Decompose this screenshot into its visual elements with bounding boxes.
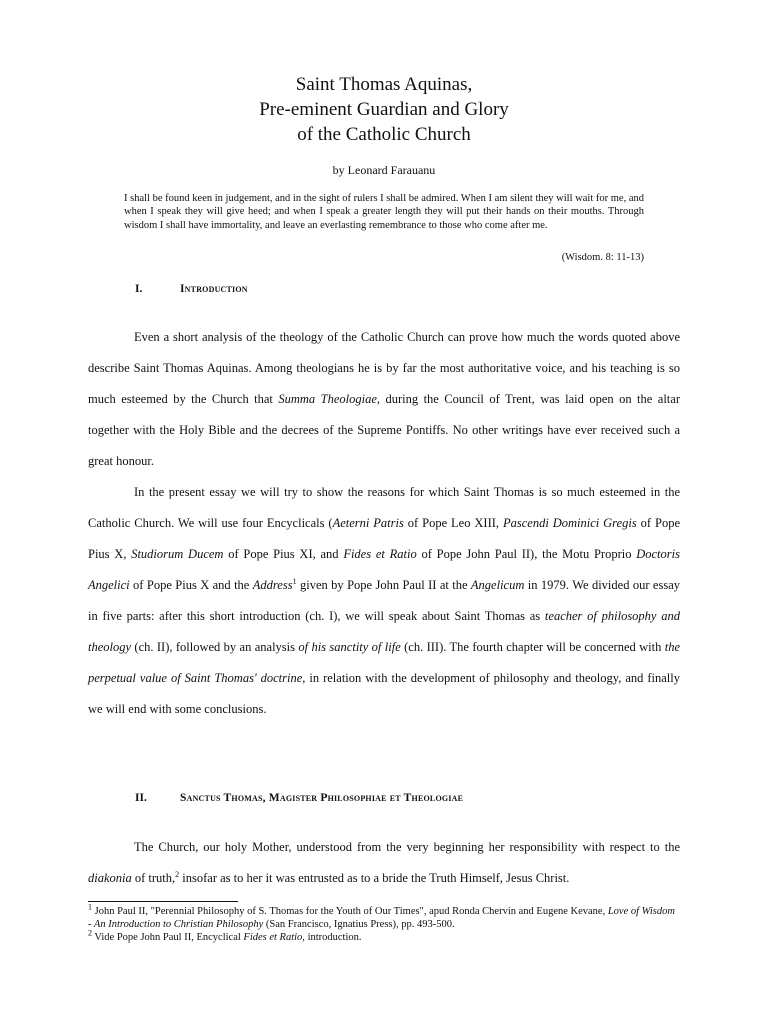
text-run: Even a short analysis of the theology of the Catholic Church can prove how much the words quoted above describe Saint Thomas Aquinas. Among theologians he is by far the most authoritative voice, and his teaching is so much esteemed by the Church that: [88, 330, 680, 406]
text-run: of Pope Pius X,: [88, 516, 680, 561]
text-run: (ch. III). The fourth chapter will be concerned with: [400, 640, 665, 654]
italic-title: Summa Theologiae: [278, 392, 377, 406]
paragraph: [88, 832, 680, 894]
text-run: of Pope Leo XIII,: [403, 516, 503, 530]
footnotes: [88, 902, 680, 944]
italic-phrase: teacher of philosophy and theology: [88, 609, 680, 654]
section-heading-magister: [135, 792, 463, 804]
italic-title: Love of Wisdom - An Introduction to Christian Philosophy: [88, 906, 675, 930]
text-run: , during the Council of Trent, was laid open on the altar together with the Holy Bible and the decrees of the Supreme Pontiffs. No other writings have ever received such a great honour.: [88, 392, 680, 468]
text-run: (San Francisco, Ignatius Press), pp. 493-500.: [263, 919, 455, 930]
document-title: [0, 72, 768, 147]
footnote-1: [88, 902, 680, 931]
italic-phrase: the perpetual value of Saint Thomas' doctrine: [88, 640, 681, 685]
epigraph-reference: (Wisdom. 8: 11-13): [561, 252, 644, 263]
italic-title: Fides et Ratio,: [243, 932, 305, 943]
italic-title: Pascendi Dominici Gregis: [502, 516, 637, 530]
author-byline: by Leonard Farauanu: [332, 163, 436, 177]
italic-title: Angelicum: [470, 578, 525, 592]
italic-title: Address: [252, 578, 293, 592]
text-run: of Pope Pius XI, and: [223, 547, 344, 561]
footnote-2: [88, 928, 680, 944]
italic-term: diakonia: [88, 871, 132, 885]
section-title: Sanctus Thomas, Magister Philosophiae et Theologiae: [180, 792, 464, 804]
section-number: I.: [135, 283, 143, 295]
title-line-3: of the Catholic Church: [297, 124, 471, 145]
italic-title: Aeterni Patris: [332, 516, 404, 530]
text-run: introduction.: [304, 932, 362, 943]
footnote-divider: [88, 901, 238, 902]
text-run: given by Pope John Paul II at the: [296, 578, 471, 592]
italic-phrase: of his sanctity of life: [298, 640, 401, 654]
section-number: II.: [135, 792, 147, 804]
section-magister-body: [88, 832, 680, 894]
title-line-2: Pre-eminent Guardian and Glory: [259, 99, 509, 120]
italic-title: Fides et Ratio: [343, 547, 417, 561]
footnote-marker: 1: [292, 576, 297, 586]
text-run: in 1979. We divided our essay in five parts: after this short introduction (ch. I), we will speak about Saint Thomas as: [88, 578, 680, 623]
italic-title: Studiorum Ducem: [131, 547, 224, 561]
paragraph: [88, 477, 680, 725]
text-run: of Pope John Paul II), the Motu Proprio: [416, 547, 637, 561]
section-introduction-body: [88, 322, 680, 725]
text-run: The Church, our holy Mother, understood from the very beginning her responsibility with respect to the: [134, 840, 680, 854]
footnote-number: 2: [88, 928, 92, 938]
section-title: Introduction: [180, 283, 248, 295]
text-run: Vide Pope John Paul II, Encyclical: [92, 932, 244, 943]
text-run: , in relation with the development of philosophy and theology, and finally we will end with some conclusions.: [88, 671, 680, 716]
italic-title: Doctoris Angelici: [88, 547, 680, 592]
paragraph: [88, 322, 680, 477]
footnote-marker: 2: [175, 869, 180, 879]
text-run: (ch. II), followed by an analysis: [131, 640, 299, 654]
text-run: In the present essay we will try to show the reasons for which Saint Thomas is so much esteemed in the Catholic Church. We will use four Encyclicals (: [88, 485, 680, 530]
section-heading-introduction: [135, 283, 248, 295]
epigraph-quote: I shall be found keen in judgement, and in the sight of rulers I shall be admired. When I am silent they will wait for me, and when I speak they will give heed; and when I speak a greater length they will put their hands on their mouths. Through wisdom I shall have immortality, and leave an everlasting remembrance to those who come after me.: [124, 193, 644, 231]
text-run: of truth,: [131, 871, 176, 885]
text-run: of Pope Pius X and the: [129, 578, 253, 592]
title-line-1: Saint Thomas Aquinas,: [295, 74, 473, 95]
text-run: John Paul II, "Perennial Philosophy of S. Thomas for the Youth of Our Times", apud Ronda Chervin and Eugene Kevane,: [92, 906, 608, 917]
text-run: insofar as to her it was entrusted as to a bride the Truth Himself, Jesus Christ.: [179, 871, 570, 885]
footnote-number: 1: [88, 902, 92, 912]
